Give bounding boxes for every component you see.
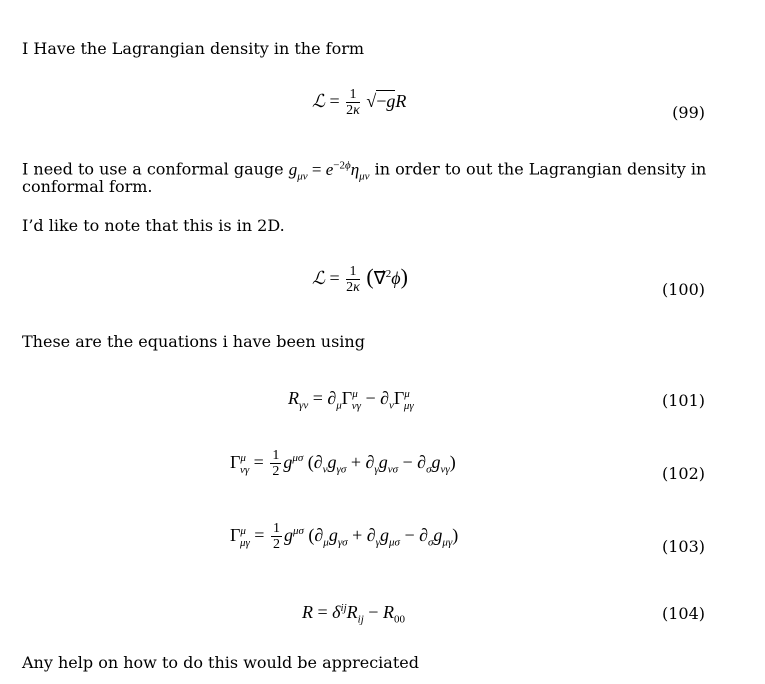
equation-number: (103) <box>661 537 705 556</box>
gauge-text-end: in order to out the Lagrangian density in <box>374 159 707 179</box>
equation-number: (102) <box>661 464 705 483</box>
equation-number: (99) <box>672 103 705 122</box>
equation-101 <box>0 385 765 445</box>
equation-number: (101) <box>661 391 705 410</box>
equation-102 <box>0 448 765 508</box>
intro-paragraph: I Have the Lagrangian density in the form <box>22 39 365 58</box>
equation-101-body: $R_{\gamma\nu} = \partial_\mu\Gamma^\mu_{\nu\gamma} - \partial_\nu\Gamma^\mu_{\mu\gamma}$ <box>288 388 414 412</box>
equation-104 <box>0 600 765 660</box>
equation-100-body: ℒ = $\frac{1}{2\kappa}$ (∇⃗$^2$ϕ) <box>312 264 408 295</box>
equation-100 <box>0 262 765 322</box>
equation-number: (104) <box>661 604 705 623</box>
gauge-text-start: I need to use a conformal gauge <box>22 159 284 179</box>
note-paragraph: I’d like to note that this is in 2D. <box>22 216 285 235</box>
equation-103 <box>0 521 765 581</box>
equation-99-body: ℒ = $\frac{1}{2\kappa}$ √−gR <box>312 87 407 118</box>
equation-99 <box>0 85 765 145</box>
equation-number: (100) <box>661 280 705 299</box>
equation-103-body: $\Gamma^\mu_{\mu\gamma}$ = $\frac{1}{2}$ $g^{\mu\sigma}$ $(\partial_\mu g_{\gamma\sigma} + \partial_\gamma g_{\mu\sigma} - \partial_\sigma g_{\mu\gamma})$ <box>230 521 459 552</box>
equation-104-body: $R = \delta^{ij}R_{ij} - R_{00}$ <box>302 602 405 626</box>
equation-102-body: $\Gamma^\mu_{\nu\gamma}$ = $\frac{1}{2}$ $g^{\mu\sigma}$ $(\partial_\nu g_{\gamma\sigma} + \partial_\gamma g_{\nu\sigma} - \partial_\sigma g_{\nu\gamma})$ <box>230 448 456 479</box>
closing-paragraph: Any help on how to do this would be appreciated <box>22 653 419 672</box>
gauge-paragraph-cont: conformal form. <box>22 177 153 196</box>
equations-intro-paragraph: These are the equations i have been using <box>22 332 365 351</box>
gauge-expression: $g_{\mu\nu} = e^{-2\phi}\eta_{\mu\nu}$ <box>288 159 370 183</box>
